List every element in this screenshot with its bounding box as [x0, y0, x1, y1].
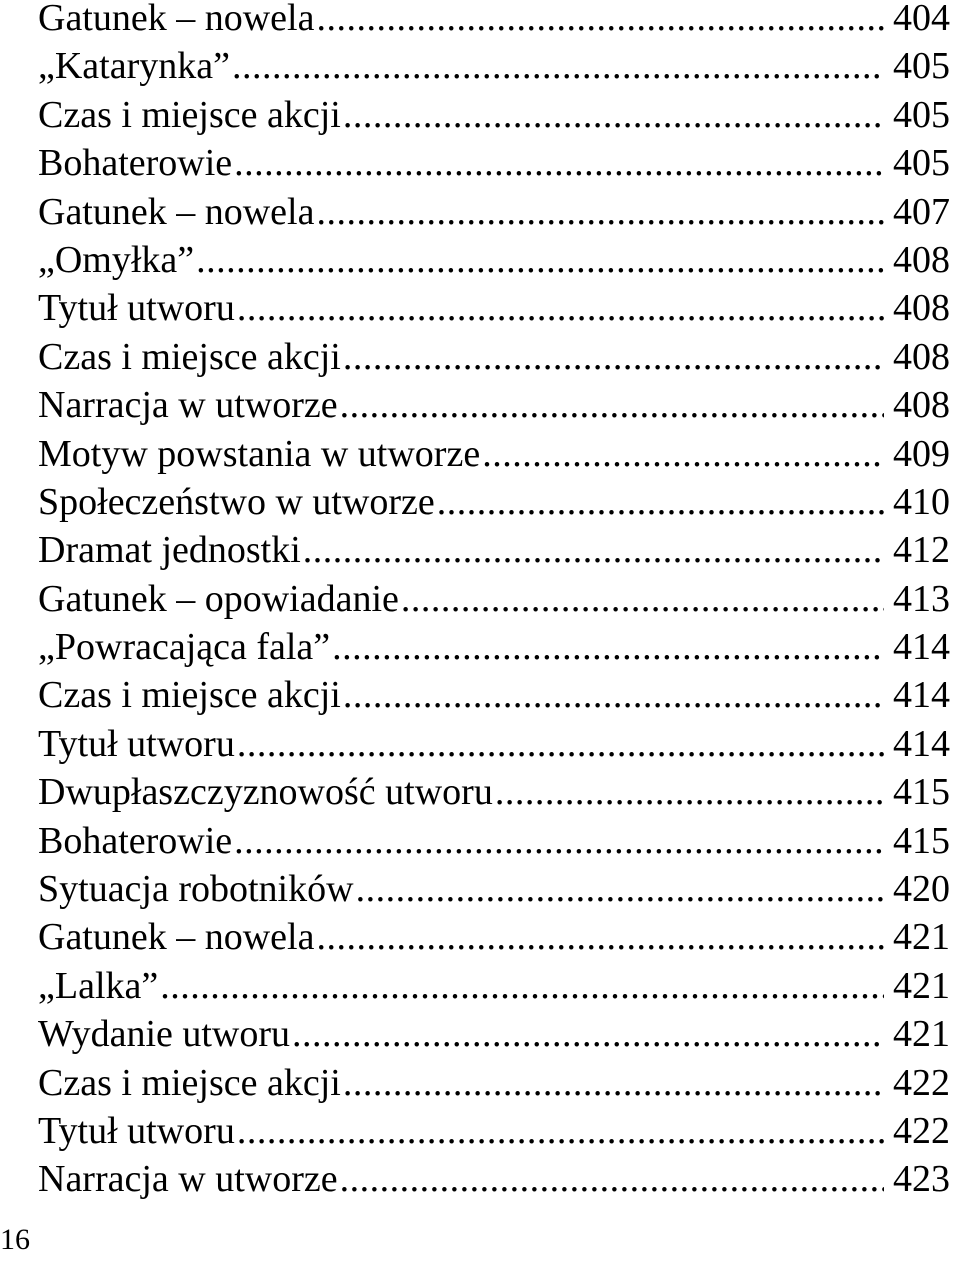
toc-entry-title: Tytuł utworu [38, 722, 235, 765]
toc-entry-page: 421 [893, 964, 950, 1007]
toc-entry-page: 404 [893, 0, 950, 39]
toc-entry-page: 414 [893, 674, 950, 717]
dot-leader [292, 1010, 884, 1058]
dot-leader [160, 962, 884, 1010]
toc-entry-title: Narracja w utworze [38, 1158, 338, 1201]
toc-entry-page: 422 [893, 1061, 950, 1104]
toc-entry-title: Czas i miejsce akcji [38, 1061, 341, 1104]
dot-leader [316, 188, 884, 236]
dot-leader [495, 768, 884, 816]
toc-entry[interactable] [38, 91, 950, 139]
toc-entry-title: Gatunek – nowela [38, 916, 315, 959]
dot-leader [340, 381, 884, 429]
toc-entry[interactable] [38, 768, 950, 816]
toc-entry-title: „Lalka” [38, 964, 159, 1007]
toc-entry-title: Narracja w utworze [38, 384, 338, 427]
toc-entry-page: 408 [893, 335, 950, 378]
toc-entry[interactable] [38, 865, 950, 913]
toc-entry[interactable] [38, 720, 950, 768]
toc-entry[interactable] [38, 1059, 950, 1107]
toc-entry[interactable] [38, 1010, 950, 1058]
toc-entry[interactable] [38, 236, 950, 284]
toc-entry[interactable] [38, 817, 950, 865]
toc-entry[interactable] [38, 139, 950, 187]
toc-entry-title: Społeczeństwo w utworze [38, 480, 435, 523]
toc-entry-page: 408 [893, 238, 950, 281]
toc-entry-page: 405 [893, 93, 950, 136]
toc-entry[interactable] [38, 42, 950, 90]
dot-leader [340, 1155, 884, 1203]
toc-entry-title: Wydanie utworu [38, 1013, 291, 1056]
toc-entry-page: 421 [893, 1013, 950, 1056]
toc-entry-page: 414 [893, 626, 950, 669]
toc-entry-title: „Powracająca fala” [38, 626, 331, 669]
toc-entry-title: Dramat jednostki [38, 529, 301, 572]
toc-entry-page: 422 [893, 1109, 950, 1152]
toc-entry[interactable] [38, 430, 950, 478]
toc-entry-page: 408 [893, 384, 950, 427]
toc-entry[interactable] [38, 284, 950, 332]
toc-entry[interactable] [38, 913, 950, 961]
dot-leader [234, 139, 884, 187]
toc-entry-page: 407 [893, 190, 950, 233]
toc-entry[interactable] [38, 478, 950, 526]
dot-leader [303, 526, 884, 574]
toc-entry-title: Tytuł utworu [38, 1109, 235, 1152]
toc-entry-title: Czas i miejsce akcji [38, 674, 341, 717]
dot-leader [232, 42, 884, 90]
toc-entry-page: 408 [893, 287, 950, 330]
toc-entry-title: Bohaterowie [38, 819, 233, 862]
toc-entry-page: 412 [893, 529, 950, 572]
toc-entry[interactable] [38, 962, 950, 1010]
toc-entry-page: 415 [893, 771, 950, 814]
toc-entry-page: 421 [893, 916, 950, 959]
dot-leader [196, 236, 884, 284]
toc-entry[interactable] [38, 671, 950, 719]
toc-entry[interactable] [38, 526, 950, 574]
dot-leader [316, 913, 884, 961]
dot-leader [332, 623, 884, 671]
toc-entry[interactable] [38, 575, 950, 623]
toc-entry-page: 409 [893, 432, 950, 475]
dot-leader [343, 333, 884, 381]
dot-leader [343, 91, 884, 139]
toc-entry-page: 420 [893, 868, 950, 911]
dot-leader [343, 671, 884, 719]
toc-entry-title: Gatunek – nowela [38, 190, 315, 233]
toc-entry-title: Motyw powstania w utworze [38, 432, 481, 475]
toc-entry-title: Bohaterowie [38, 142, 233, 185]
toc-entry-page: 423 [893, 1158, 950, 1201]
toc-entry-page: 405 [893, 142, 950, 185]
toc-entry[interactable] [38, 381, 950, 429]
toc-entry[interactable] [38, 623, 950, 671]
toc-entry[interactable] [38, 333, 950, 381]
toc-entry[interactable] [38, 1107, 950, 1155]
table-of-contents [38, 0, 950, 1204]
toc-entry-title: Sytuacja robotników [38, 868, 354, 911]
page-number: 16 [0, 1223, 30, 1256]
toc-entry-title: Czas i miejsce akcji [38, 335, 341, 378]
toc-entry-title: Gatunek – opowiadanie [38, 577, 399, 620]
toc-entry-title: Dwupłaszczyznowość utworu [38, 771, 493, 814]
toc-entry-title: Tytuł utworu [38, 287, 235, 330]
dot-leader [401, 575, 884, 623]
toc-entry-title: Gatunek – nowela [38, 0, 315, 39]
toc-entry-title: „Omyłka” [38, 238, 195, 281]
toc-entry-page: 413 [893, 577, 950, 620]
toc-entry[interactable] [38, 1155, 950, 1203]
dot-leader [343, 1059, 884, 1107]
toc-entry-page: 410 [893, 480, 950, 523]
toc-entry-page: 414 [893, 722, 950, 765]
toc-entry-page: 415 [893, 819, 950, 862]
dot-leader [356, 865, 884, 913]
dot-leader [237, 1107, 884, 1155]
dot-leader [437, 478, 884, 526]
dot-leader [482, 430, 884, 478]
dot-leader [316, 0, 884, 42]
dot-leader [234, 817, 884, 865]
dot-leader [237, 284, 884, 332]
toc-entry-page: 405 [893, 45, 950, 88]
toc-entry-title: Czas i miejsce akcji [38, 93, 341, 136]
dot-leader [237, 720, 884, 768]
toc-entry[interactable] [38, 0, 950, 42]
toc-entry[interactable] [38, 188, 950, 236]
toc-entry-title: „Katarynka” [38, 45, 230, 88]
